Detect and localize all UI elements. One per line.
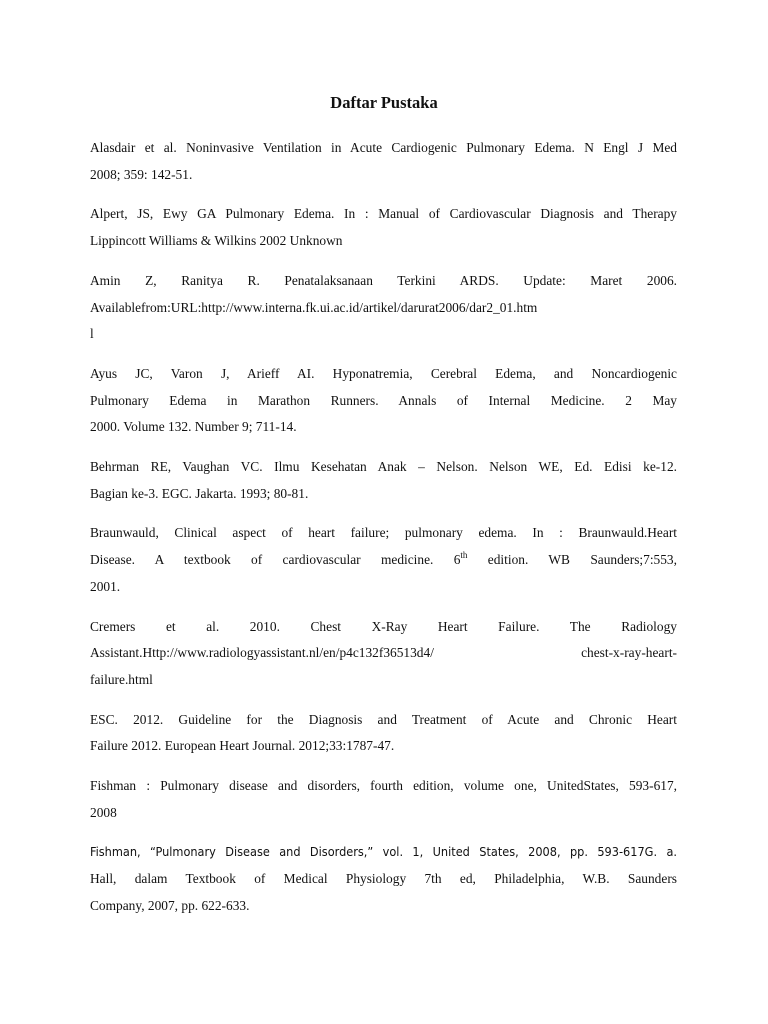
reference-line: failure.html: [90, 671, 153, 687]
reference-line: Assistant.Http://www.radiologyassistant.nl/en/p4c132f36513d4/ chest-x-ray-heart-: [90, 645, 677, 661]
reference-line: Amin Z, Ranitya R. Penatalaksanaan Terkini ARDS. Update: Maret 2006.: [90, 272, 677, 288]
reference-line: Fishman : Pulmonary disease and disorders, fourth edition, volume one, UnitedStates, 593-617,: [90, 778, 677, 794]
reference-line: [90, 547, 677, 574]
reference-line: Hall, dalam Textbook of Medical Physiology 7th ed, Philadelphia, W.B. Saunders: [90, 871, 677, 887]
reference-entry: [90, 707, 677, 760]
reference-line: ESC. 2012. Guideline for the Diagnosis and Treatment of Acute and Chronic Heart: [90, 711, 677, 727]
reference-line: Pulmonary Edema in Marathon Runners. Annals of Internal Medicine. 2 May: [90, 392, 677, 408]
reference-entry: [90, 361, 677, 441]
reference-line: Failure 2012. European Heart Journal. 2012;33:1787-47.: [90, 738, 395, 754]
reference-entry: [90, 773, 677, 826]
reference-text: edition. WB Saunders;7:553,: [467, 552, 677, 568]
reference-line: Alpert, JS, Ewy GA Pulmonary Edema. In : Manual of Cardiovascular Diagnosis and Therapy: [90, 206, 677, 222]
reference-entry: [90, 520, 677, 600]
reference-line: Fishman, “Pulmonary Disease and Disorders,” vol. 1, United States, 2008, pp. 593-617G. a.: [90, 844, 677, 860]
reference-line: Braunwauld, Clinical aspect of heart failure; pulmonary edema. In : Braunwauld.Heart: [90, 525, 677, 541]
reference-list: [90, 135, 677, 920]
reference-line: Availablefrom:URL:http://www.interna.fk.ui.ac.id/artikel/darurat2006/dar2_01.htm: [90, 299, 538, 315]
reference-text: Disease. A textbook of cardiovascular medicine. 6: [90, 552, 461, 568]
reference-entry: [90, 454, 677, 507]
reference-line: Cremers et al. 2010. Chest X-Ray Heart Failure. The Radiology: [90, 618, 677, 634]
reference-line: 2008: [90, 804, 117, 820]
reference-line: 2000. Volume 132. Number 9; 711-14.: [90, 419, 297, 435]
reference-entry: [90, 614, 677, 694]
reference-line: Bagian ke-3. EGC. Jakarta. 1993; 80-81.: [90, 485, 309, 501]
reference-line: Ayus JC, Varon J, Arieff AI. Hyponatremia, Cerebral Edema, and Noncardiogenic: [90, 365, 677, 381]
reference-line: 2001.: [90, 578, 121, 594]
reference-line: 2008; 359: 142-51.: [90, 166, 193, 182]
reference-entry: [90, 839, 677, 919]
reference-entry: [90, 135, 677, 188]
reference-line: Alasdair et al. Noninvasive Ventilation in Acute Cardiogenic Pulmonary Edema. N Engl J Med: [90, 140, 677, 155]
reference-line: l: [90, 326, 94, 342]
page-title: Daftar Pustaka: [330, 93, 438, 112]
reference-line: Company, 2007, pp. 622-633.: [90, 897, 250, 913]
reference-line: Lippincott Williams & Wilkins 2002 Unknown: [90, 233, 343, 249]
superscript-text: th: [460, 550, 468, 561]
reference-line: Behrman RE, Vaughan VC. Ilmu Kesehatan Anak – Nelson. Nelson WE, Ed. Edisi ke-12.: [90, 459, 677, 475]
reference-entry: [90, 201, 677, 254]
reference-entry: [90, 268, 677, 348]
